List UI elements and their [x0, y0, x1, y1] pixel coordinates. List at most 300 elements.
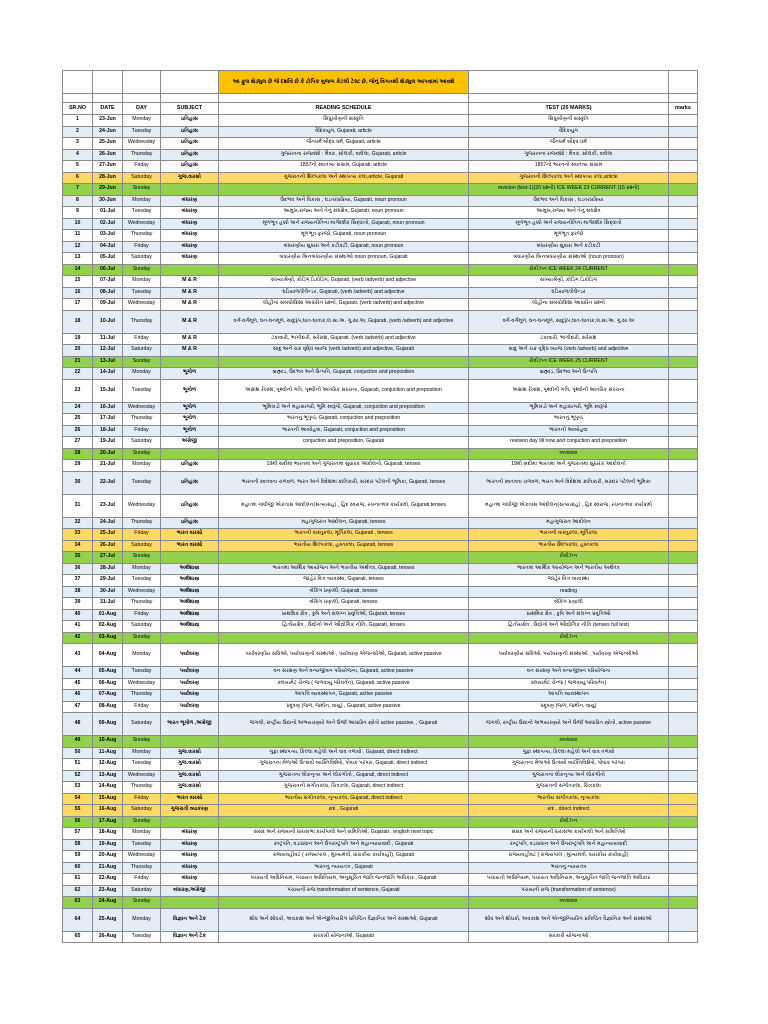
marks-cell	[669, 885, 698, 897]
sr-no-cell: 27	[63, 437, 93, 449]
table-row	[63, 448, 698, 460]
subject-cell: બંધારણ	[161, 241, 219, 253]
test-cell: ક્લાયમેટ ચેન્જ ( જળવાયુ પરિવર્તન)	[469, 678, 669, 690]
date-cell: 11-Aug	[93, 747, 123, 759]
test-cell: જંગલો, રાષ્ટ્રીય ઉદ્યાનો અભયારણ્યો અને ઉર્જા આધારિત સ્ત્રોતો, active passive	[469, 713, 669, 736]
date-cell: 07-Aug	[93, 690, 123, 702]
date-cell: 18-Aug	[93, 828, 123, 840]
date-cell: 18-Jul	[93, 425, 123, 437]
test-cell: ગુજરાતના મેળાઓ ઉત્સવો વ્યક્તિવિશેષો, પોષાક પરંપરા	[469, 759, 669, 771]
date-cell: 13-Aug	[93, 770, 123, 782]
sr-no-cell: 46	[63, 690, 93, 702]
marks-cell	[669, 356, 698, 368]
subject-cell: ભારત વારસો	[161, 793, 219, 805]
subject-cell: ગુજ.વારસો	[161, 747, 219, 759]
day-cell: Saturday	[123, 345, 161, 357]
day-cell: Sunday	[123, 632, 161, 644]
sr-no-cell: 57	[63, 828, 93, 840]
table-row	[63, 287, 698, 299]
sr-no-cell: 5	[63, 161, 93, 173]
day-cell: Monday	[123, 644, 161, 667]
test-cell: ગુજરાતની શિલ્પકલા અને સ્થાપત્ય કલા,article	[469, 172, 669, 184]
marks-cell	[669, 759, 698, 771]
table-row	[63, 747, 698, 759]
test-cell: revision day till now and conjuction and preposition	[469, 437, 669, 449]
reading-cell: ઘડિયાળ/કેલેન્ડર, Gujarati, (verb /adverb) and adjective	[219, 287, 469, 299]
table-row	[63, 540, 698, 552]
table-row	[63, 586, 698, 598]
day-cell: Tuesday	[123, 471, 161, 494]
test-cell: રીવીઝન	[469, 816, 669, 828]
date-cell: 01-Jul	[93, 207, 123, 219]
test-cell: વન સંરક્ષણ અને વન્યજીવન પરિયોજના	[469, 667, 669, 679]
table-row	[63, 885, 698, 897]
sr-no-cell: 37	[63, 575, 93, 587]
subject-cell: બંધારણ	[161, 874, 219, 886]
date-cell: 23-Jul	[93, 494, 123, 517]
test-cell: રીવીઝન	[469, 552, 669, 564]
table-row	[63, 598, 698, 610]
table-row	[63, 345, 698, 357]
date-cell: 15-Aug	[93, 793, 123, 805]
date-cell: 16-Aug	[93, 805, 123, 817]
table-row	[63, 517, 698, 529]
subject-cell: પર્યાવરણ	[161, 678, 219, 690]
reading-cell: ક્લાયમેટ ચેન્જ ( જળવાયુ પરિવર્તન), Gujarati, active passive	[219, 678, 469, 690]
date-cell: 05-Jul	[93, 253, 123, 265]
header-subject: SUBJECT	[161, 103, 219, 115]
reading-cell: રાષ્ટ્રપતિ, વડાપ્રધાન અને ઉપરાષ્ટ્રપતિ અને મહાન્યાયવાદી , Gujarati	[219, 839, 469, 851]
date-cell: 27-Jul	[93, 552, 123, 564]
day-cell: Sunday	[123, 448, 161, 460]
reading-cell: સાદુ અને ચક્ર વૃદ્ધિ વ્યાજ (verb /adverb) and adjective, Gujarati	[219, 345, 469, 357]
test-cell: મહાગુજરાત આંદોલન	[469, 517, 669, 529]
subject-cell: M & R	[161, 299, 219, 311]
subject-cell: ભૂગોળ	[161, 402, 219, 414]
reading-cell: સંસદ અને રાજ્યની ધારાસભા કાર્યપાલો અને સમિતિઓ, Gujarati , english next topic	[219, 828, 469, 840]
marks-cell	[669, 230, 698, 242]
sr-no-cell: 32	[63, 517, 93, 529]
date-cell: 12-Aug	[93, 759, 123, 771]
reading-cell: સિંધુખીણની સંસ્કૃતિ	[219, 115, 469, 127]
reading-cell: ગુફા સ્થાપત્ય, કિલ્લા મહેલો અને વાવ તળાવો , Gujarati, direct indirect	[219, 747, 469, 759]
reading-cell: બ્રહ્માંડ, ઉદભવ અને ઉત્પત્તિ, Gujarati, conjuction and preposition	[219, 368, 469, 380]
subject-cell: ગુજરાતી વ્યાકરણ	[161, 805, 219, 817]
reading-cell: જાહેર વિત્ત વ્યવસ્થા, Gujarati, tenses	[219, 575, 469, 587]
subject-cell: M & R	[161, 333, 219, 345]
test-cell: ભૂમિખંડો અને મહાસાગરો, ભૂમિ સ્વરૂપો	[469, 402, 669, 414]
banner-note: આ ફુલ શેડ્યુલ છે જે દર્શાવે છે કે ટોપિક મુજબ કેટલી ટેસ્ટ છે, જેનું વિગતથી શેડ્યુલ આપવામાં આવશે	[219, 71, 469, 94]
test-cell: જૈનધર્મ બૌદ્ધ ધર્મ	[469, 138, 669, 150]
table-row	[63, 667, 698, 679]
day-cell: Thursday	[123, 310, 161, 333]
subject-cell	[161, 448, 219, 460]
sr-no-cell: 64	[63, 908, 93, 931]
marks-cell	[669, 264, 698, 276]
subject-cell: બંધારણ	[161, 195, 219, 207]
test-cell: બેંકિંગ પ્રણાલી	[469, 598, 669, 610]
day-cell: Monday	[123, 747, 161, 759]
reading-cell: રાજ્યવહીવટ ( રાજ્યપાલ , મુખ્યમંત્રી, ધારાકીય કાર્યવાહી), Gujarati	[219, 851, 469, 863]
date-cell: 26-Aug	[93, 931, 123, 943]
marks-cell	[669, 690, 698, 702]
subject-cell: અર્થશાસ્ત્ર	[161, 586, 219, 598]
day-cell: Saturday	[123, 253, 161, 265]
sr-no-cell: 3	[63, 138, 93, 150]
subject-cell: અર્થશાસ્ત્ર	[161, 598, 219, 610]
test-cell: ગુજરાતની સંગીતકલા, ચિત્રકલા	[469, 782, 669, 794]
day-cell: Sunday	[123, 897, 161, 909]
reading-cell: ભારતની વાસ્તુકલા, મૂર્તિકલા, Gujarati , tenses	[219, 529, 469, 541]
reading-cell: ભારતમાં આર્થિક આયોજન અને ભારતીય અર્થતંત્ર, Gujarati, tenses	[219, 563, 469, 575]
test-cell: પર્યાવરણીય સંધિઓ, પર્યાવરણની સંસ્થાઓ , પર્યાવરણ એજન્સીઓ	[469, 644, 669, 667]
day-cell: Tuesday	[123, 931, 161, 943]
reading-cell	[219, 264, 469, 276]
marks-cell	[669, 793, 698, 805]
date-cell: 15-Jul	[93, 379, 123, 402]
sr-no-cell: 18	[63, 310, 93, 333]
sr-no-cell: 58	[63, 839, 93, 851]
sr-no-cell: 7	[63, 184, 93, 196]
reading-cell: ભારતનું ન્યાયતંત્ર , Gujarati	[219, 862, 469, 874]
marks-cell	[669, 333, 698, 345]
test-cell: ભારતનું ન્યાયતંત્ર	[469, 862, 669, 874]
day-cell: Friday	[123, 701, 161, 713]
marks-cell	[669, 184, 698, 196]
day-cell: Tuesday	[123, 287, 161, 299]
subject-cell: ગુજ.વારસો	[161, 770, 219, 782]
reading-cell: બંધારણીય સુધારા અને કટોકટી, Gujarati, noun pronoun	[219, 241, 469, 253]
sr-no-cell: 16	[63, 287, 93, 299]
day-cell: Thursday	[123, 598, 161, 610]
table-row	[63, 805, 698, 817]
day-cell: Monday	[123, 115, 161, 127]
subject-cell	[161, 816, 219, 828]
subject-cell: બંધારણ	[161, 253, 219, 265]
subject-cell: વિજ્ઞાન અને ટેક	[161, 931, 219, 943]
test-cell: મૂળભૂત હક્કો અને રાજ્યનીતિના માર્ગદર્શક સિદ્ધાંતો	[469, 218, 669, 230]
marks-cell	[669, 368, 698, 380]
subject-cell: પર્યાવરણ	[161, 667, 219, 679]
date-cell: 24-Aug	[93, 897, 123, 909]
sr-no-cell: 12	[63, 241, 93, 253]
table-row	[63, 276, 698, 288]
test-cell: 1857નો ભારતનો સ્વાતંત્ર્ય સંગ્રામ	[469, 161, 669, 173]
marks-cell	[669, 874, 698, 886]
day-cell: Friday	[123, 333, 161, 345]
subject-cell: M & R	[161, 287, 219, 299]
date-cell: 17-Jul	[93, 414, 123, 426]
empty-cell	[669, 71, 698, 94]
sr-no-cell: 53	[63, 782, 93, 794]
table-row	[63, 402, 698, 414]
marks-cell	[669, 621, 698, 633]
subject-cell	[161, 552, 219, 564]
empty-cell	[123, 71, 161, 94]
table-row	[63, 207, 698, 219]
date-cell: 14-Aug	[93, 782, 123, 794]
sr-no-cell: 61	[63, 874, 93, 886]
table-row	[63, 736, 698, 748]
test-cell: સંખ્યાશ્રેણી, કોડિંગ ડિકોડિંગ	[469, 276, 669, 288]
sr-no-cell: 52	[63, 770, 93, 782]
subject-cell: બંધારણ	[161, 218, 219, 230]
subject-cell: બંધારણ,અંગ્રેજી	[161, 885, 219, 897]
table-row	[63, 218, 698, 230]
subject-cell: M & R	[161, 345, 219, 357]
marks-cell	[669, 276, 698, 288]
day-cell: Sunday	[123, 552, 161, 564]
marks-cell	[669, 517, 698, 529]
subject-cell: ભારત વારસો	[161, 540, 219, 552]
reading-cell: અક્ષાંશ રેખાંશ, પૃથ્વીની ગતિ, પૃથ્વીની આંતરિક સંરચના, Gujarati, conjuction and preposition	[219, 379, 469, 402]
marks-cell	[669, 770, 698, 782]
sr-no-cell: 13	[63, 253, 93, 265]
marks-cell	[669, 563, 698, 575]
subject-cell	[161, 264, 219, 276]
test-cell: ભારતમાં આર્થિક આયોજન અને ભારતીય અર્થતંત્ર	[469, 563, 669, 575]
reading-cell	[219, 816, 469, 828]
sr-no-cell: 51	[63, 759, 93, 771]
test-cell: બંધારણીય સુધારા અને કટોકટી	[469, 241, 669, 253]
subject-cell	[161, 632, 219, 644]
day-cell: Tuesday	[123, 759, 161, 771]
header-date: DATE	[93, 103, 123, 115]
date-cell: 04-Jul	[93, 241, 123, 253]
subject-cell: ગુજ.વારસો	[161, 782, 219, 794]
reading-cell	[219, 632, 469, 644]
header-sr-no: SR.NO	[63, 103, 93, 115]
sr-no-cell: 28	[63, 448, 93, 460]
test-cell: આપત્તિ વ્યવસ્થાપન	[469, 690, 669, 702]
marks-cell	[669, 115, 698, 127]
date-cell: 17-Aug	[93, 816, 123, 828]
date-cell: 11-Jul	[93, 333, 123, 345]
test-cell: ગુજરાતના લોકનૃત્ય અને લોકગીતો	[469, 770, 669, 782]
empty-cell	[219, 94, 469, 103]
test-cell: રાજ્યવહીવટ ( રાજ્યપાલ , મુખ્યમંત્રી, ધારાકીય કાર્યવાહી)	[469, 851, 669, 863]
table-row	[63, 690, 698, 702]
sr-no-cell: 29	[63, 460, 93, 472]
table-row	[63, 115, 698, 127]
test-cell: સિંધુખીણની સંસ્કૃતિ	[469, 115, 669, 127]
reading-cell: 19મી સદીમાં ભારતમાં અને ગુજરાતમાં સુધારક આંદોલનો, Gujarati, tenses	[219, 460, 469, 472]
sr-no-cell: 59	[63, 851, 93, 863]
subject-cell: ઇતિહાસ	[161, 161, 219, 173]
day-cell: Saturday	[123, 713, 161, 736]
table-row	[63, 759, 698, 771]
reading-cell: ગુજરાતની શિલ્પકલા અને સ્થાપત્ય કલા,article, Gujarati	[219, 172, 469, 184]
sr-no-cell: 33	[63, 529, 93, 541]
marks-cell	[669, 575, 698, 587]
day-cell: Saturday	[123, 437, 161, 449]
test-cell: પ્રાથમિક ક્ષેત્ર , કૃષિ અને સંલગ્ન પ્રવૃત્તિઓ	[469, 609, 669, 621]
test-cell: મૂળભૂત ફરજો	[469, 230, 669, 242]
marks-cell	[669, 908, 698, 931]
date-cell: 25-Jul	[93, 529, 123, 541]
empty-cell	[93, 94, 123, 103]
subject-cell: અંગ્રેજી	[161, 437, 219, 449]
subject-cell: ઇતિહાસ	[161, 126, 219, 138]
reading-cell: લોહીના સંબંધો/દિશા આધારિત પ્રશ્નો, Gujarati, (verb /adverb) and adjective	[219, 299, 469, 311]
reading-cell: ભારતની આબોહવા, Gujarati, conjuction and preposition	[219, 425, 469, 437]
sr-no-cell: 65	[63, 931, 93, 943]
reading-cell: સરકારી યોજનાઓ, Gujarati	[219, 931, 469, 943]
reading-cell: ગુજરાતના લોકનૃત્ય અને લોકગીતો , Gujarati, direct indirect	[219, 770, 469, 782]
marks-cell	[669, 782, 698, 794]
test-cell: વર્ગ-વર્ગમૂળ, ઘન-ઘનમૂળ, સાદુરૂપ,ઘાત-ઘાતાંક,લ.સા.અ. ગુ.સા.અ	[469, 310, 669, 333]
date-cell: 19-Aug	[93, 839, 123, 851]
day-cell: Tuesday	[123, 379, 161, 402]
reading-cell: શોધ અને શોધકો, અવકાશ અને એન્જીનિયરિંગ પ્રતિષ્ઠિત વૈજ્ઞાનિક અને સંસ્થાઓ, Gujarati	[219, 908, 469, 931]
date-cell: 27-Jun	[93, 161, 123, 173]
date-cell: 26-Jun	[93, 149, 123, 161]
reading-cell: ભૂમિખંડો અને મહાસાગરો, ભૂમિ સ્વરૂપો, Gujarati, conjuction and preposition	[219, 402, 469, 414]
reading-cell: ગુજરાતની સંગીતકલા, ચિત્રકલા, Gujarati, direct indirect	[219, 782, 469, 794]
subject-cell: ઇતિહાસ	[161, 494, 219, 517]
day-cell: Monday	[123, 563, 161, 575]
day-cell: Wednesday	[123, 586, 161, 598]
day-cell: Wednesday	[123, 299, 161, 311]
sr-no-cell: 6	[63, 172, 93, 184]
sr-no-cell: 62	[63, 885, 93, 897]
marks-cell	[669, 138, 698, 150]
reading-cell: બેંકિંગ પ્રણાલી, Gujarati, tenses	[219, 586, 469, 598]
empty-cell	[63, 71, 93, 94]
test-cell: વૈદિકયુગ	[469, 126, 669, 138]
test-cell: સરકારી યોજનાઓ	[469, 931, 669, 943]
header-reading-schedule: READING SCHEDULE	[219, 103, 469, 115]
table-row	[63, 782, 698, 794]
table-row	[63, 184, 698, 196]
test-cell: છંદ , direct indirect	[469, 805, 669, 817]
sr-no-cell: 8	[63, 195, 93, 207]
marks-cell	[669, 172, 698, 184]
sr-no-cell: 34	[63, 540, 93, 552]
table-row	[63, 299, 698, 311]
test-cell: revision	[469, 897, 669, 909]
test-cell: ભારતનું ભૂપૃષ્ઠ	[469, 414, 669, 426]
marks-cell	[669, 897, 698, 909]
test-cell: revision	[469, 448, 669, 460]
day-cell: Friday	[123, 241, 161, 253]
table-row	[63, 241, 698, 253]
subject-cell: પર્યાવરણ	[161, 644, 219, 667]
table-row	[63, 839, 698, 851]
sr-no-cell: 35	[63, 552, 93, 564]
test-cell: શોધ અને શોધકો, અવકાશ અને એન્જીનિયરિંગ પ્રતિષ્ઠિત વૈજ્ઞાનિક અને સંસ્થાઓ	[469, 908, 669, 931]
subject-cell: ભૂગોળ	[161, 425, 219, 437]
date-cell: 21-Aug	[93, 862, 123, 874]
date-cell: 08-Aug	[93, 701, 123, 713]
empty-cell	[93, 71, 123, 94]
reading-cell: મહાગુજરાત આંદોલન, Gujarati, tenses	[219, 517, 469, 529]
test-cell: રીવીઝન ICE WEEK 25 CURRENT	[469, 356, 669, 368]
sr-no-cell: 20	[63, 345, 93, 357]
reading-cell	[219, 184, 469, 196]
day-cell: Thursday	[123, 230, 161, 242]
day-cell: Thursday	[123, 690, 161, 702]
marks-cell	[669, 414, 698, 426]
sr-no-cell: 19	[63, 333, 93, 345]
subject-cell	[161, 897, 219, 909]
test-cell: ટકાવારી, ભાગીદારી, સરેરાશ	[469, 333, 669, 345]
table-row	[63, 253, 698, 265]
sr-no-cell: 4	[63, 149, 93, 161]
table-row	[63, 644, 698, 667]
reading-cell: આપત્તિ વ્યવસ્થાપન, Gujarati, active passive	[219, 690, 469, 702]
table-row	[63, 264, 698, 276]
sr-no-cell: 10	[63, 218, 93, 230]
table-row	[63, 874, 698, 886]
marks-cell	[669, 851, 698, 863]
test-cell: ભારતની વાસ્તુકલા, મૂર્તિકલા	[469, 529, 669, 541]
date-cell: 29-Jun	[93, 184, 123, 196]
marks-cell	[669, 310, 698, 333]
reading-cell: ગુજરાતના મેળાઓ ઉત્સવો વ્યક્તિવિશેષો, પોષાક પરંપરા, Gujarati, direct indirect	[219, 759, 469, 771]
sr-no-cell: 17	[63, 299, 93, 311]
test-cell: પંચાયતી રાજ (transformation of sentence)	[469, 885, 669, 897]
date-cell: 09-Jul	[93, 299, 123, 311]
table-row	[63, 460, 698, 472]
sr-no-cell: 1	[63, 115, 93, 127]
day-cell: Wednesday	[123, 218, 161, 230]
empty-cell	[469, 94, 669, 103]
marks-cell	[669, 241, 698, 253]
table-row	[63, 414, 698, 426]
marks-cell	[669, 805, 698, 817]
reading-cell: જંગલો, રાષ્ટ્રીય ઉદ્યાનો અભયારણ્યો અને ઉર્જા આધારિત સ્ત્રોતો active passive, , Gujarati	[219, 713, 469, 736]
subject-cell: ઇતિહાસ	[161, 149, 219, 161]
subject-cell: પર્યાવરણ	[161, 701, 219, 713]
test-cell: ગુફા સ્થાપત્ય, કિલ્લા મહેલો અને વાવ તળાવો	[469, 747, 669, 759]
reading-cell: મૂળભૂત હક્કો અને રાજ્યનીતિના માર્ગદર્શક સિદ્ધાંતો, Gujarati, noun pronoun	[219, 218, 469, 230]
sr-no-cell: 45	[63, 678, 93, 690]
sr-no-cell: 38	[63, 586, 93, 598]
day-cell: Wednesday	[123, 770, 161, 782]
marks-cell	[669, 701, 698, 713]
table-row	[63, 793, 698, 805]
test-cell: રીવીઝન	[469, 632, 669, 644]
marks-cell	[669, 161, 698, 173]
sr-no-cell: 15	[63, 276, 93, 288]
date-cell: 13-Jul	[93, 356, 123, 368]
reading-cell: ભારતીય સંગીતકલા, નૃત્યકલા, Gujarati, direct indirect	[219, 793, 469, 805]
date-cell: 14-Jul	[93, 368, 123, 380]
marks-cell	[669, 713, 698, 736]
marks-cell	[669, 736, 698, 748]
reading-cell: પ્રાથમિક ક્ષેત્ર , કૃષિ અને સંલગ્ન પ્રવૃત્તિઓ, Gujarati, tenses	[219, 609, 469, 621]
test-cell: ગુજરાતના રાજવંશો : મૈત્રક, સોલંકી, વાઘેલા	[469, 149, 669, 161]
reading-cell: વન સંરક્ષણ અને વન્યજીવન પરિયોજના, Gujarati, active passive	[219, 667, 469, 679]
date-cell: 23-Jun	[93, 115, 123, 127]
reading-cell: પંચાયતી અધિનિયમ, પંચાયત અધિનિયમ, અનુસૂચિત જાતિ જનજાતિ અધિકાર , Gujarati	[219, 874, 469, 886]
reading-cell: બંધારણીય બિનબંધારણીય સંસ્થાઓ noun pronoun, Gujarati	[219, 253, 469, 265]
date-cell: 09-Aug	[93, 713, 123, 736]
sr-no-cell: 56	[63, 816, 93, 828]
table-row	[63, 529, 698, 541]
subject-cell: બંધારણ	[161, 207, 219, 219]
marks-cell	[669, 586, 698, 598]
sr-no-cell: 40	[63, 609, 93, 621]
day-cell: Friday	[123, 529, 161, 541]
table-row	[63, 356, 698, 368]
reading-cell	[219, 356, 469, 368]
subject-cell: ભારત ભૂગોળ ,અંગ્રેજી	[161, 713, 219, 736]
day-cell: Monday	[123, 195, 161, 207]
subject-cell	[161, 184, 219, 196]
date-cell: 25-Aug	[93, 908, 123, 931]
